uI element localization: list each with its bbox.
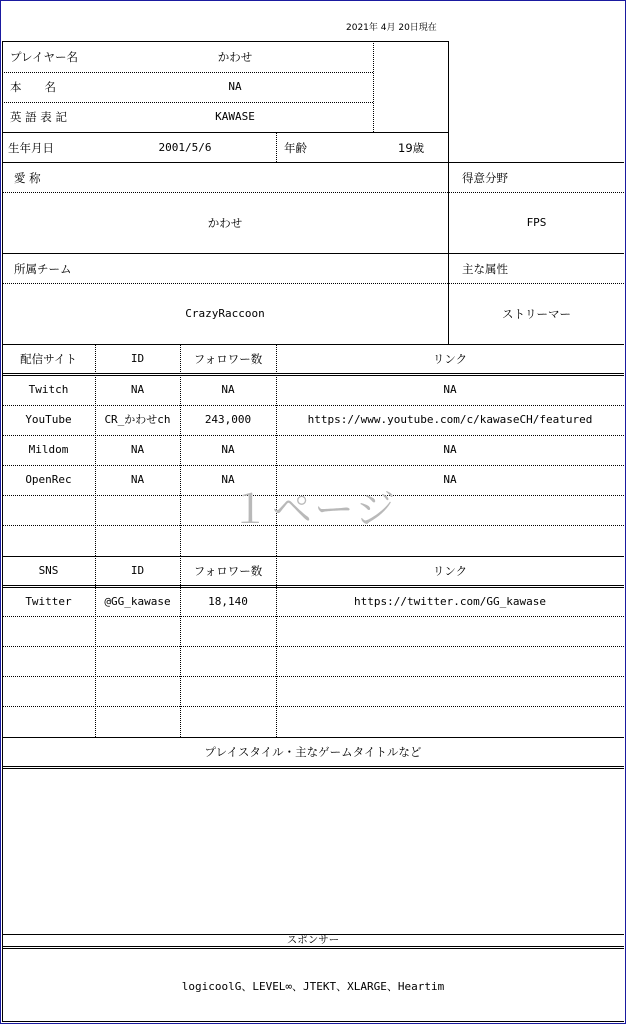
sns-id: @GG_kawase [104,595,171,608]
streaming-id: NA [130,383,145,396]
player-name-value: かわせ [217,50,253,64]
team-value: CrazyRaccoon [185,307,265,320]
real-name-value: NA [228,80,242,93]
streaming-site: YouTube [25,413,72,426]
page-watermark: １ページ [230,487,398,533]
streaming-id: NA [130,443,145,456]
streaming-link[interactable]: NA [443,443,457,456]
english-name-value: KAWASE [215,110,255,123]
sns-service: Twitter [25,595,72,608]
attribute-value: ストリーマー [502,307,571,321]
birthdate-value: 2001/5/6 [158,141,212,154]
team-label: 所属チーム [14,262,72,276]
sns-header-link: リンク [432,564,468,578]
player-name-label: プレイヤー名 [10,50,78,64]
sns-header-id: ID [130,564,145,577]
streaming-site: Mildom [28,443,69,456]
streaming-header-site: 配信サイト [20,352,77,366]
as-of-date: 2021年 4月 20日現在 [346,23,437,33]
sns-followers: 18,140 [208,595,248,608]
sns-header-followers: フォロワー数 [193,564,263,578]
streaming-header-link: リンク [432,352,468,366]
playstyle-label: プレイスタイル・主なゲームタイトルなど [204,745,422,759]
streaming-followers: NA [221,383,235,396]
sponsor-label: スポンサー [286,934,340,946]
streaming-id: NA [130,473,145,486]
nickname-label: 愛 称 [14,171,41,185]
streaming-site: OpenRec [25,473,72,486]
streaming-id: CR_かわせch [104,413,171,426]
streaming-header-followers: フォロワー数 [193,352,263,366]
streaming-followers: NA [221,443,235,456]
nickname-value: かわせ [207,216,243,230]
sns-header-service: SNS [38,564,59,577]
english-name-label: 英 語 表 記 [10,110,67,124]
age-label: 年齢 [284,141,307,155]
age-value: 19歳 [398,141,425,155]
attribute-label: 主な属性 [462,262,508,276]
streaming-link[interactable]: https://www.youtube.com/c/kawaseCH/featured [307,413,593,426]
streaming-followers: 243,000 [204,413,252,426]
real-name-label: 本 名 [10,80,56,94]
birthdate-label: 生年月日 [8,141,54,155]
specialty-label: 得意分野 [462,171,508,185]
sponsor-content: logicoolG、LEVEL∞、JTEKT、XLARGE、Heartim [181,980,445,993]
specialty-value: FPS [526,216,547,229]
streaming-followers: NA [221,473,235,486]
streaming-link[interactable]: NA [443,473,457,486]
streaming-site: Twitch [28,383,69,396]
sns-link[interactable]: https://twitter.com/GG_kawase [353,595,547,608]
streaming-link[interactable]: NA [443,383,457,396]
streaming-header-id: ID [130,352,145,365]
